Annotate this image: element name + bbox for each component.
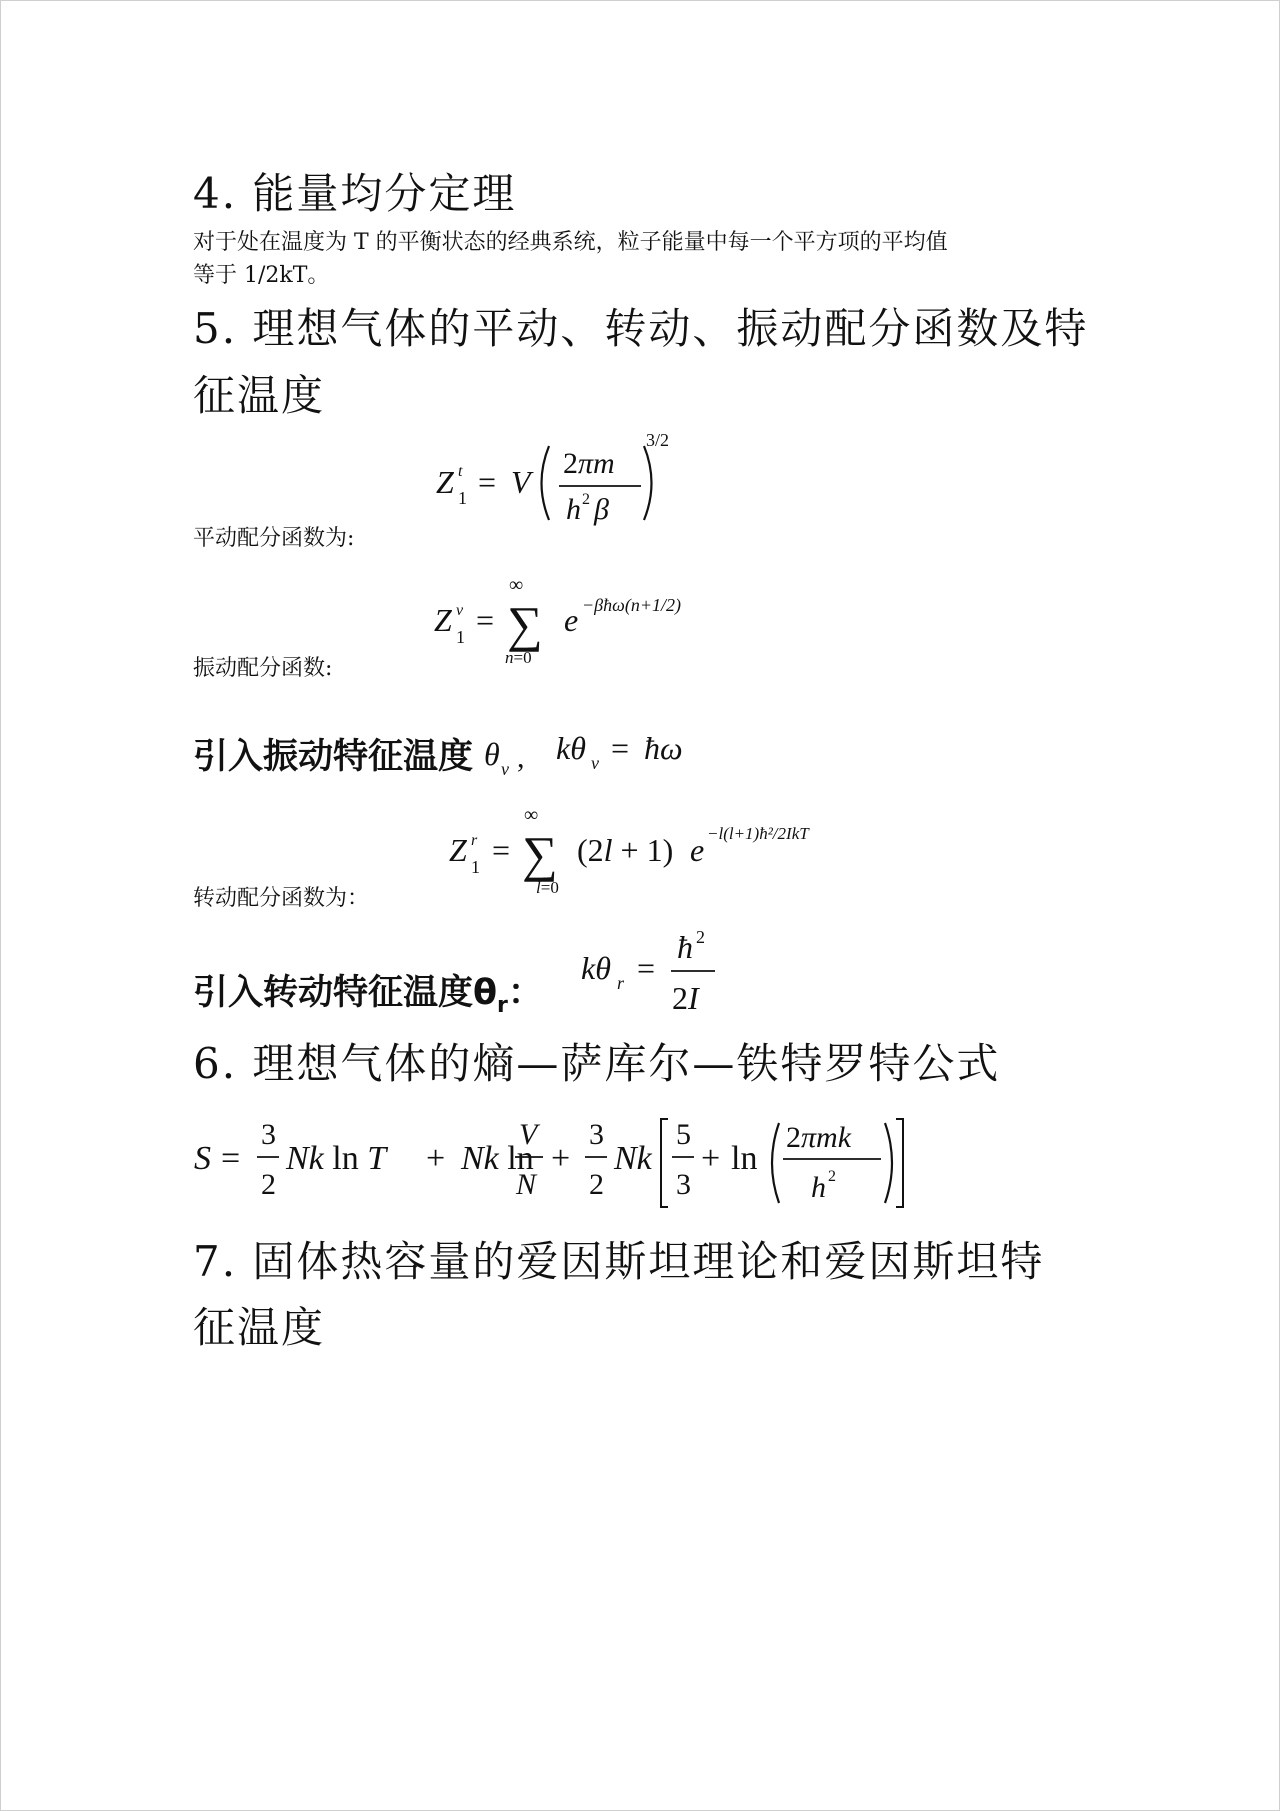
svg-text:θ: θ — [484, 736, 500, 772]
svg-text:=: = — [476, 602, 495, 638]
svg-text:V: V — [511, 464, 531, 500]
svg-text:Z: Z — [434, 602, 452, 638]
svg-text:N: N — [516, 1168, 537, 1201]
svg-text:3: 3 — [589, 1118, 604, 1151]
svg-text:r: r — [471, 832, 478, 849]
svg-text:Nk: Nk — [614, 1140, 652, 1177]
equation-vib-temp — [479, 723, 709, 783]
svg-text:Nk ln: Nk ln — [461, 1140, 534, 1177]
label-rot-temp — [193, 965, 543, 1018]
equation-vibrational — [429, 571, 719, 676]
svg-text:r: r — [617, 973, 625, 993]
svg-text:v: v — [501, 759, 509, 779]
svg-text:∑: ∑ — [522, 826, 558, 882]
svg-text:t: t — [458, 463, 463, 480]
svg-text:2: 2 — [589, 1168, 604, 1201]
label-rot-temp-subscript: r — [497, 993, 508, 1018]
svg-text:S: S — [194, 1140, 211, 1177]
label-rotational: 转动配分函数为： — [193, 886, 370, 911]
svg-text:2: 2 — [261, 1168, 276, 1201]
equation-rotational — [444, 801, 874, 906]
svg-text:Z: Z — [449, 832, 467, 868]
heading-partition-functions-line1: 5. 理想气体的平动、转动、振动配分函数及特 — [193, 304, 1089, 353]
label-vib-temp: 引入振动特征温度 — [193, 737, 474, 777]
label-translational: 平动配分函数为: — [193, 526, 355, 551]
svg-text:=: = — [637, 950, 656, 986]
svg-text:n=0: n=0 — [505, 648, 532, 667]
heading-sackur-tetrode: 6. 理想气体的熵—萨库尔—铁特罗特公式 — [193, 1039, 1001, 1088]
label-rot-temp-text: 引入转动特征温度θ — [193, 973, 498, 1013]
svg-text:2: 2 — [828, 1168, 836, 1185]
svg-text:=: = — [478, 464, 497, 500]
svg-text:e: e — [690, 832, 705, 868]
svg-text:kθ: kθ — [556, 730, 586, 766]
svg-text:−l(l+1)ħ²/2IkT: −l(l+1)ħ²/2IkT — [707, 824, 809, 843]
svg-text:=: = — [221, 1140, 241, 1177]
label-rot-temp-colon: ： — [507, 973, 543, 1013]
svg-text:β: β — [594, 493, 609, 526]
svg-text:2: 2 — [582, 491, 590, 508]
equation-translational — [431, 426, 691, 541]
svg-text:1: 1 — [471, 857, 480, 877]
svg-text:e: e — [564, 602, 579, 638]
svg-text:3: 3 — [676, 1168, 691, 1201]
svg-text:ħ: ħ — [677, 929, 693, 965]
svg-text:∞: ∞ — [509, 574, 524, 596]
heading-einstein-theory-line2: 征温度 — [193, 1303, 326, 1352]
svg-text:,: , — [517, 741, 525, 774]
svg-text:+: + — [551, 1140, 571, 1177]
svg-text:−βħω(n+1/2): −βħω(n+1/2) — [582, 595, 681, 615]
svg-text:=: = — [611, 730, 630, 766]
svg-text:2πmk: 2πmk — [786, 1121, 852, 1154]
heading-equipartition: 4. 能量均分定理 — [193, 169, 517, 218]
svg-text:3: 3 — [261, 1118, 276, 1151]
equation-entropy — [191, 1111, 911, 1211]
svg-text:5: 5 — [676, 1118, 691, 1151]
svg-text:ln: ln — [731, 1140, 758, 1177]
paragraph-equipartition-line2: 等于 1/2kT。 — [193, 263, 330, 288]
svg-text:∞: ∞ — [524, 804, 539, 826]
svg-text:2πm: 2πm — [563, 447, 615, 480]
svg-text:+: + — [426, 1140, 446, 1177]
svg-text:v: v — [591, 753, 599, 773]
paragraph-equipartition-line1: 对于处在温度为 T 的平衡状态的经典系统，粒子能量中每一个平方项的平均值 — [193, 230, 948, 255]
svg-text:3/2: 3/2 — [646, 430, 670, 450]
heading-einstein-theory-line1: 7. 固体热容量的爱因斯坦理论和爱因斯坦特 — [193, 1237, 1045, 1286]
svg-text:kθ: kθ — [581, 950, 611, 986]
svg-text:+: + — [701, 1140, 721, 1177]
svg-text:V: V — [519, 1118, 538, 1151]
svg-text:1: 1 — [458, 488, 467, 508]
svg-text:(2l + 1): (2l + 1) — [577, 832, 674, 868]
svg-text:v: v — [456, 602, 464, 619]
svg-text:2I: 2I — [672, 980, 699, 1016]
svg-text:Nk ln T: Nk ln T — [286, 1140, 387, 1177]
svg-text:Z: Z — [436, 464, 454, 500]
svg-text:h: h — [811, 1171, 826, 1204]
svg-text:=: = — [492, 832, 511, 868]
svg-text:ħω: ħω — [644, 730, 683, 766]
equation-rot-temp — [579, 923, 729, 1023]
svg-text:h: h — [566, 493, 581, 526]
label-vibrational: 振动配分函数: — [193, 656, 333, 681]
heading-partition-functions-line2: 征温度 — [193, 371, 326, 420]
svg-text:l=0: l=0 — [536, 878, 559, 897]
svg-text:2: 2 — [696, 927, 705, 947]
svg-text:1: 1 — [456, 627, 465, 647]
svg-text:∑: ∑ — [507, 596, 543, 652]
